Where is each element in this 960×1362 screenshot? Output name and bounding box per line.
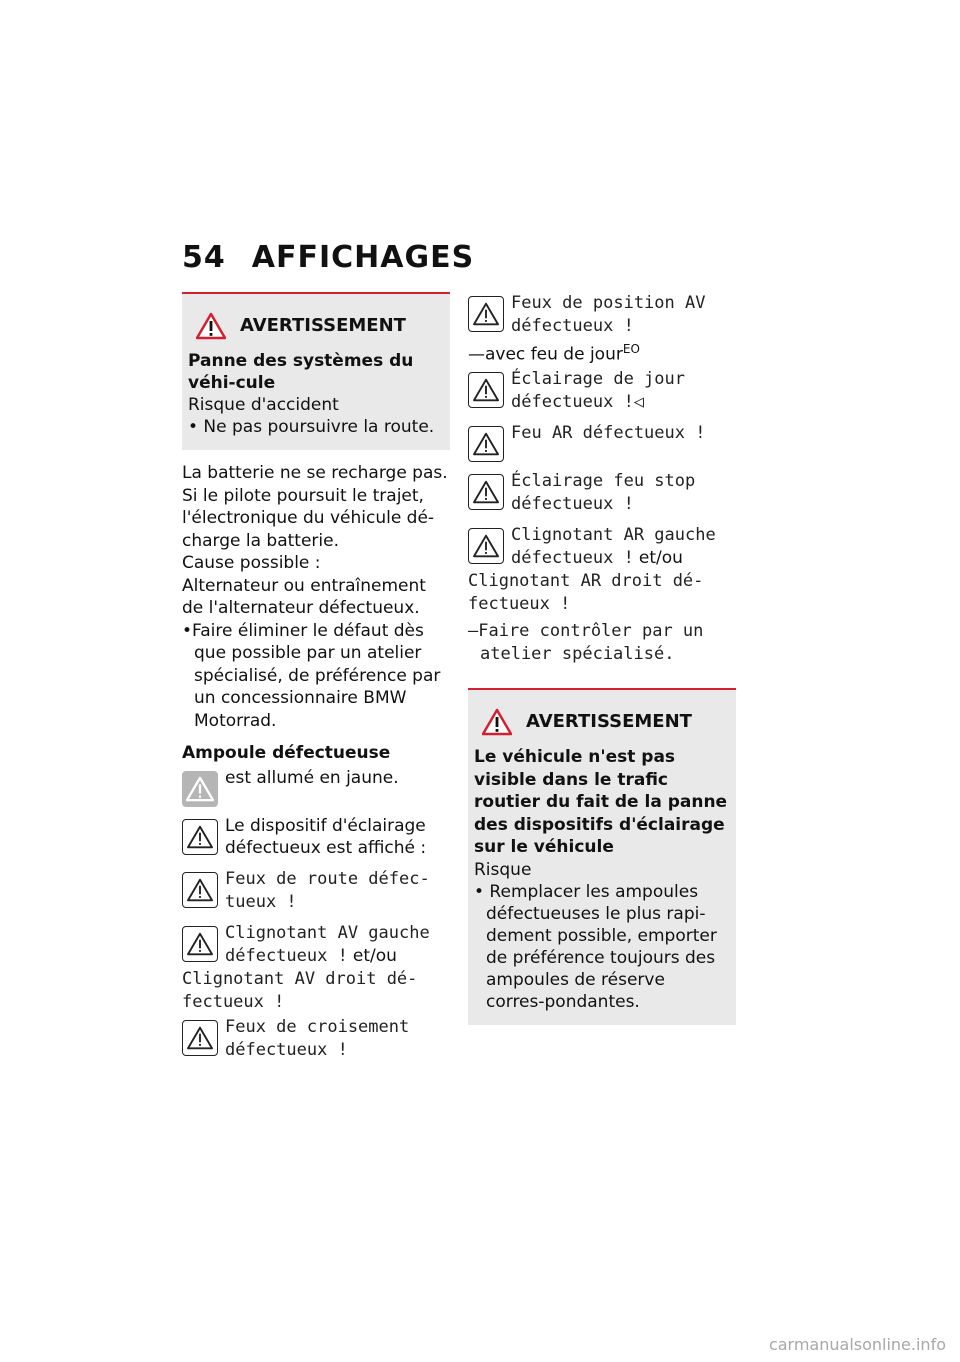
warning-title: AVERTISSEMENT xyxy=(526,711,692,733)
warning-subject: Panne des systèmes du véhi-cule xyxy=(188,351,414,393)
lamp-text: est allumé en jaune. xyxy=(225,767,399,788)
page-title: AFFICHAGES xyxy=(251,240,475,275)
warning-display-icon xyxy=(468,528,504,564)
warning-bullet: • Ne pas poursuivre la route. xyxy=(188,417,435,437)
msg-brake: Éclairage feu stop défectueux ! xyxy=(511,471,696,515)
msg-position: Feux de position AV défectueux ! xyxy=(511,293,706,336)
display-row xyxy=(182,815,450,860)
warning-display-icon xyxy=(468,474,504,510)
warning-heading xyxy=(196,312,442,340)
general-warning-lamp-icon xyxy=(182,771,218,807)
msg-row-daylight xyxy=(468,368,736,414)
daylight-sup: EO xyxy=(622,342,640,356)
msg-front-right: Clignotant AV droit dé-fectueux ! xyxy=(182,968,418,1012)
page-header xyxy=(182,240,474,275)
daylight-label-text: —avec feu de jour xyxy=(468,344,623,365)
warning-triangle-icon xyxy=(482,708,512,736)
warning-display-icon xyxy=(182,872,218,908)
msg-row-high-beam xyxy=(182,868,450,914)
msg-high-beam: Feux de route défec-tueux ! xyxy=(225,868,430,912)
daylight-label xyxy=(468,338,736,366)
msg-row-low-beam xyxy=(182,1016,450,1062)
watermark: carmanualsonline.info xyxy=(768,1335,946,1354)
warning-box-battery xyxy=(182,292,450,450)
warning-title: AVERTISSEMENT xyxy=(240,315,406,336)
warning-display-icon xyxy=(468,372,504,408)
warning-bullet: • Remplacer les ampoules défectueuses le plus rapi-dement possible, emporter de préférence toujours des ampoules de réserve corres-pondantes. xyxy=(474,881,717,1012)
section-title: Ampoule défectueuse xyxy=(182,743,391,763)
warning-subject: Le véhicule n'est pas visible dans le trafic routier du fait de la panne des dispositifs d'éclairage sur le véhicule xyxy=(474,747,728,858)
cause-text: Alternateur ou entraînement de l'alternateur défectueux. xyxy=(182,575,426,618)
warning-display-icon xyxy=(468,296,504,332)
msg-row-brake xyxy=(468,470,736,516)
cause-label: Cause possible : xyxy=(182,553,321,573)
page-number: 54 xyxy=(182,240,226,275)
msg-rear: Feu AR défectueux ! xyxy=(511,423,706,444)
msg-row-position xyxy=(468,292,736,338)
warning-box-lighting xyxy=(468,688,736,1025)
and-or: et/ou xyxy=(352,945,397,966)
left-column xyxy=(182,292,450,1062)
msg-low-beam: Feux de croisement défectueux ! xyxy=(225,1016,410,1060)
warning-display-icon xyxy=(468,426,504,462)
display-text: Le dispositif d'éclairage défectueux est affiché : xyxy=(225,815,427,858)
warning-display-icon xyxy=(182,1020,218,1056)
lamp-row xyxy=(182,767,450,807)
warning-triangle-icon xyxy=(196,312,226,340)
right-column xyxy=(468,292,736,1025)
warning-display-icon xyxy=(182,926,218,962)
warning-risk: Risque xyxy=(474,859,532,880)
msg-front-left: Clignotant AV gauche défectueux ! xyxy=(225,922,430,966)
and-or: et/ou xyxy=(638,548,683,569)
intro-text: La batterie ne se recharge pas. Si le pilote poursuit le trajet, l'électronique du véhicule dé-charge la batterie. xyxy=(182,463,448,551)
msg-row-rear-left xyxy=(468,524,736,570)
action-dash: —Faire contrôler par un atelier spécialisé. xyxy=(468,621,704,665)
warning-display-icon xyxy=(182,819,218,855)
msg-daylight: Éclairage de jour défectueux !◁ xyxy=(511,369,685,413)
msg-rear-right: Clignotant AR droit dé-fectueux ! xyxy=(468,571,704,615)
msg-row-front-left xyxy=(182,922,450,968)
warning-risk: Risque d'accident xyxy=(188,395,339,415)
msg-row-rear xyxy=(468,422,736,462)
warning-heading xyxy=(482,708,728,736)
msg-rear-left: Clignotant AR gauche défectueux ! xyxy=(511,525,716,569)
action-text: •Faire éliminer le défaut dès que possible par un atelier spécialisé, de préférence par un concessionnaire BMW Motorrad. xyxy=(182,620,441,731)
